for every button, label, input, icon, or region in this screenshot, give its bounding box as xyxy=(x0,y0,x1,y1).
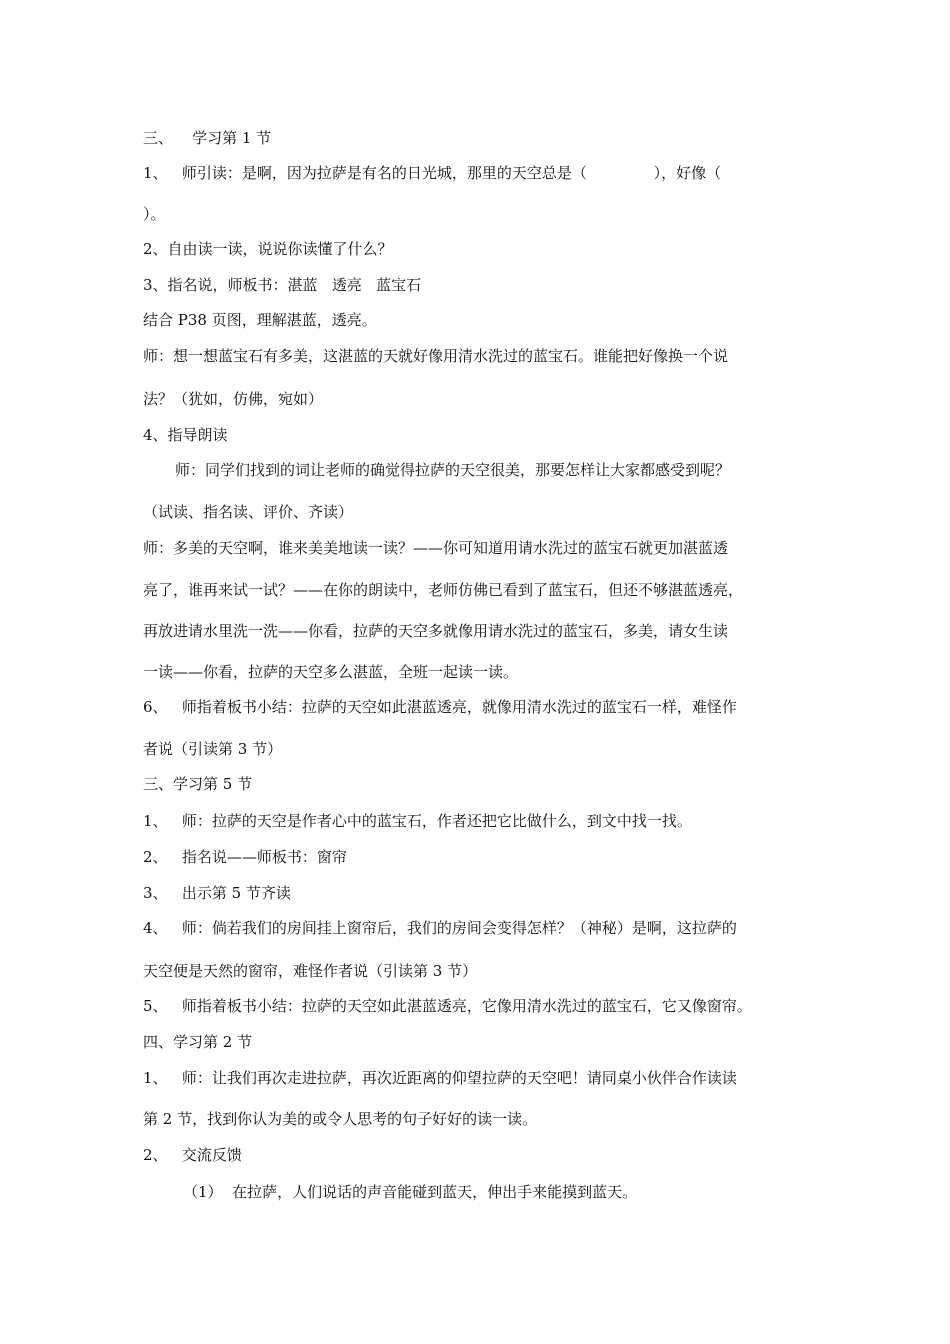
text-line: 2、 交流反馈 xyxy=(143,1146,242,1164)
text-line: 1、 师引读：是啊，因为拉萨是有名的日光城，那里的天空总是（ ），好像（ xyxy=(143,164,722,182)
text-line: 5、 师指着板书小结：拉萨的天空如此湛蓝透亮，它像用清水洗过的蓝宝石，它又像窗帘。 xyxy=(143,997,752,1015)
text-line: 2、自由读一读，说说你读懂了什么？ xyxy=(143,240,393,258)
text-line: 1、 师：拉萨的天空是作者心中的蓝宝石，作者还把它比做什么，到文中找一找。 xyxy=(143,812,692,830)
text-line: 师：多美的天空啊，谁来美美地读一读？——你可知道用请水洗过的蓝宝石就更加湛蓝透 xyxy=(143,539,729,557)
text-line: 天空便是天然的窗帘，难怪作者说（引读第 3 节） xyxy=(143,962,478,980)
text-line: 1、 师：让我们再次走进拉萨，再次近距离的仰望拉萨的天空吧！请同桌小伙伴合作读读 xyxy=(143,1069,737,1087)
section-heading-2: 三、学习第 5 节 xyxy=(143,775,253,793)
section-heading-3: 四、学习第 2 节 xyxy=(143,1033,253,1051)
text-line: （1） 在拉萨，人们说话的声音能碰到蓝天，伸出手来能摸到蓝天。 xyxy=(183,1183,638,1201)
text-line: 4、指导朗读 xyxy=(143,426,228,444)
text-line: 3、 出示第 5 节齐读 xyxy=(143,884,291,902)
text-line: 一读——你看，拉萨的天空多么湛蓝，全班一起读一读。 xyxy=(143,663,519,681)
text-line: ）。 xyxy=(143,205,166,223)
text-line: 再放进请水里洗一洗——你看，拉萨的天空多就像用请水洗过的蓝宝石，多美，请女生读 xyxy=(143,622,729,640)
text-line: 第 2 节，找到你认为美的或令人思考的句子好好的读一读。 xyxy=(143,1110,538,1128)
text-line: 者说（引读第 3 节） xyxy=(143,740,283,758)
text-line: 6、 师指着板书小结：拉萨的天空如此湛蓝透亮，就像用清水洗过的蓝宝石一样，难怪作 xyxy=(143,698,737,716)
text-line: 2、 指名说——师板书：窗帘 xyxy=(143,848,347,866)
text-line: 师：同学们找到的词让老师的确觉得拉萨的天空很美，那要怎样让大家都感受到呢？ xyxy=(175,461,731,479)
text-line: 法？（犹如，仿佛，宛如） xyxy=(143,390,324,408)
text-line: 结合 P38 页图，理解湛蓝，透亮。 xyxy=(143,311,377,329)
text-line: 4、 师：倘若我们的房间挂上窗帘后，我们的房间会变得怎样？（神秘）是啊，这拉萨的 xyxy=(143,919,737,937)
text-line: 亮了，谁再来试一试？——在你的朗读中，老师仿佛已看到了蓝宝石，但还不够湛蓝透亮， xyxy=(143,581,744,599)
section-heading-1: 三、 学习第 1 节 xyxy=(143,129,272,147)
text-line: 3、指名说，师板书：湛蓝 透亮 蓝宝石 xyxy=(143,276,422,294)
text-line: 师：想一想蓝宝石有多美，这湛蓝的天就好像用清水洗过的蓝宝石。谁能把好像换一个说 xyxy=(143,347,729,365)
text-line: （试读、指名读、评价、齐读） xyxy=(143,503,354,521)
